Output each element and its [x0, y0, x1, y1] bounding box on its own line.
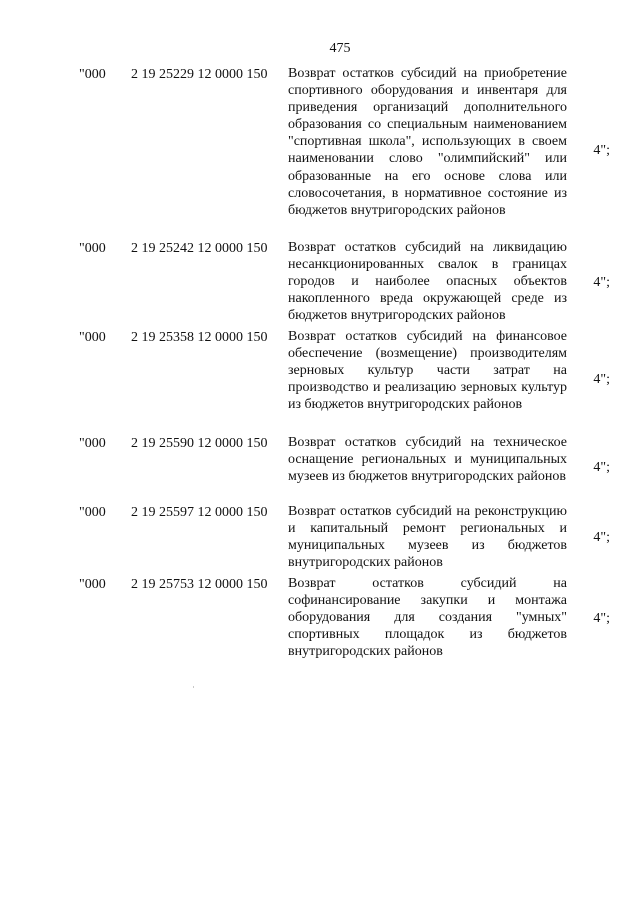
admin-code: "000: [79, 505, 106, 520]
income-description: Возврат остатков субсидий на техническое оснащение региональных и муниципальных музеев из бюджетов внутригородских районов: [288, 435, 567, 485]
row-suffix: 4";: [593, 611, 610, 626]
admin-code: "000: [79, 436, 106, 451]
income-description: Возврат остатков субсидий на финансовое обеспечение (возмещение) производителям зерновых культур части затрат на производство и реализацию зерновых культур из бюджетов внутригородских районов: [288, 329, 567, 413]
budget-classification-code: 2 19 25242 12 0000 150: [131, 241, 268, 256]
admin-code: "000: [79, 330, 106, 345]
page-number: 475: [329, 41, 351, 56]
table-row: [0, 433, 640, 502]
table-row: [0, 327, 640, 433]
budget-classification-code: 2 19 25358 12 0000 150: [131, 330, 268, 345]
income-description: Возврат остатков субсидий на реконструкцию и капитальный ремонт региональных и муниципальных музеев из бюджетов внутригородских районов: [288, 504, 567, 571]
income-description: Возврат остатков субсидий на софинансирование закупки и монтажа оборудования для создания "умных" спортивных площадок из бюджетов внутригородских районов: [288, 576, 567, 660]
budget-classification-code: 2 19 25597 12 0000 150: [131, 505, 268, 520]
admin-code: "000: [79, 67, 106, 82]
table-row: [0, 64, 640, 238]
table-row: [0, 574, 640, 664]
income-description: Возврат остатков субсидий на ликвидацию несанкционированных свалок в границах городов и наиболее опасных объектов накопленного вреда окружающей среде из бюджетов внутригородских районов: [288, 240, 567, 324]
admin-code: "000: [79, 577, 106, 592]
row-suffix: 4";: [593, 274, 610, 290]
table-row: [0, 238, 640, 327]
admin-code: "000: [79, 241, 106, 256]
row-suffix: 4";: [593, 143, 610, 158]
table-row: [0, 502, 640, 574]
row-suffix: 4";: [593, 459, 610, 475]
income-description: Возврат остатков субсидий на приобретение спортивного оборудования и инвентаря для приведения организаций дополнительного образования со специальным наименованием "спортивная школа", использующих в своем наименовании слово "олимпийский" или образованные на его основе слова или словосочетания, в нормативное состояние из бюджетов внутригородских районов: [288, 66, 567, 218]
budget-code-table: [0, 64, 640, 664]
scan-speck: [193, 686, 194, 688]
budget-classification-code: 2 19 25229 12 0000 150: [131, 67, 268, 82]
budget-classification-code: 2 19 25753 12 0000 150: [131, 577, 268, 592]
row-suffix: 4";: [593, 372, 610, 387]
budget-classification-code: 2 19 25590 12 0000 150: [131, 436, 268, 451]
row-suffix: 4";: [593, 530, 610, 545]
